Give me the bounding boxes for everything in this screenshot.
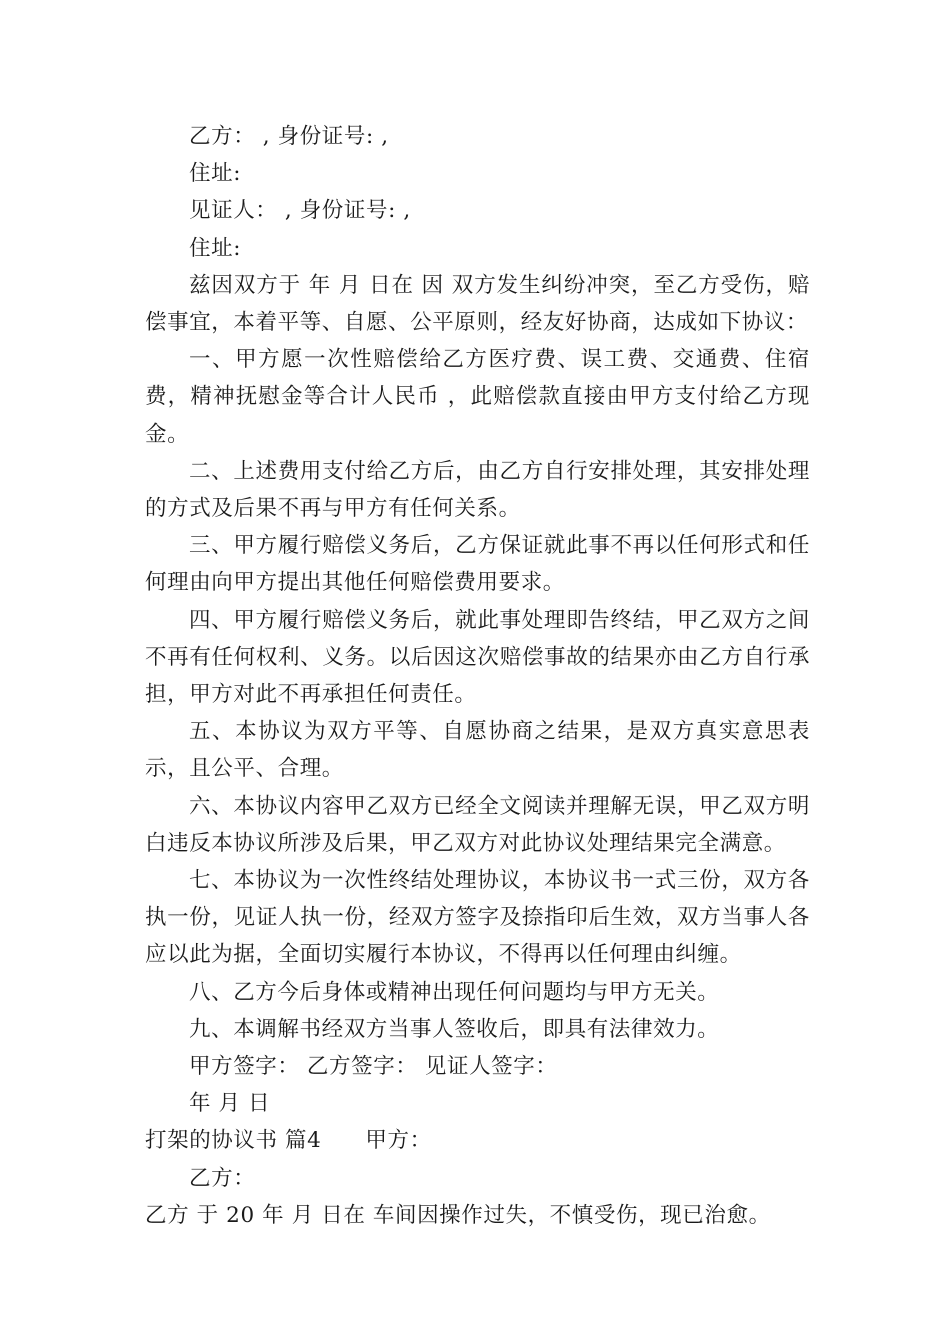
- signature-line: 甲方签字： 乙方签字： 见证人签字：: [189, 1054, 558, 1080]
- section-heading: [145, 1122, 810, 1159]
- clause-6: 六、本协议内容甲乙双方已经全文阅读并理解无误，甲乙双方明白违反本协议所涉及后果，甲乙双方对此协议处理结果完全满意。: [145, 793, 810, 856]
- witness-address-line: 住址:: [189, 235, 242, 261]
- party-b-address-line: 住址:: [189, 161, 242, 187]
- clause-8: 八、乙方今后身体或精神出现任何问题均与甲方无关。: [189, 979, 720, 1005]
- section-incident-line: 乙方 于 20 年 月 日在 车间因操作过失，不慎受伤，现已治愈。: [145, 1202, 771, 1228]
- clause-9: 九、本调解书经双方当事人签收后，即具有法律效力。: [189, 1016, 720, 1042]
- witness-id-line: 见证人： , 身份证号: ,: [189, 198, 411, 224]
- section-party-a: 甲方：: [365, 1128, 432, 1154]
- clause-3: 三、甲方履行赔偿义务后，乙方保证就此事不再以任何形式和任何理由向甲方提出其他任何赔偿费用要求。: [145, 533, 810, 596]
- party-b-id-line: 乙方： , 身份证号: ,: [189, 124, 389, 149]
- clause-5: 五、本协议为双方平等、自愿协商之结果，是双方真实意思表示，且公平、合理。: [145, 719, 810, 782]
- clause-2: 二、上述费用支付给乙方后，由乙方自行安排处理，其安排处理的方式及后果不再与甲方有任何关系。: [145, 458, 810, 522]
- clause-1: 一、甲方愿一次性赔偿给乙方医疗费、误工费、交通费、住宿费，精神抚慰金等合计人民币 ，此赔偿款直接由甲方支付给乙方现金。: [145, 347, 810, 447]
- section-title: 打架的协议书 篇4: [145, 1128, 322, 1154]
- section-party-b: 乙方：: [189, 1165, 256, 1191]
- date-line: 年 月 日: [189, 1091, 271, 1117]
- document-body: [145, 118, 810, 1234]
- clause-7: 七、本协议为一次性终结处理协议，本协议书一式三份，双方各执一份，见证人执一份，经双方签字及捺指印后生效，双方当事人各应以此为据，全面切实履行本协议，不得再以任何理由纠缠。: [145, 868, 810, 968]
- preamble-paragraph: 兹因双方于 年 月 日在 因 双方发生纠纷冲突，至乙方受伤，赔偿事宜，本着平等、自愿、公平原则，经友好协商，达成如下协议：: [145, 272, 810, 336]
- clause-4: 四、甲方履行赔偿义务后，就此事处理即告终结，甲乙双方之间不再有任何权利、义务。以后因这次赔偿事故的结果亦由乙方自行承担，甲方对此不再承担任何责任。: [145, 607, 810, 708]
